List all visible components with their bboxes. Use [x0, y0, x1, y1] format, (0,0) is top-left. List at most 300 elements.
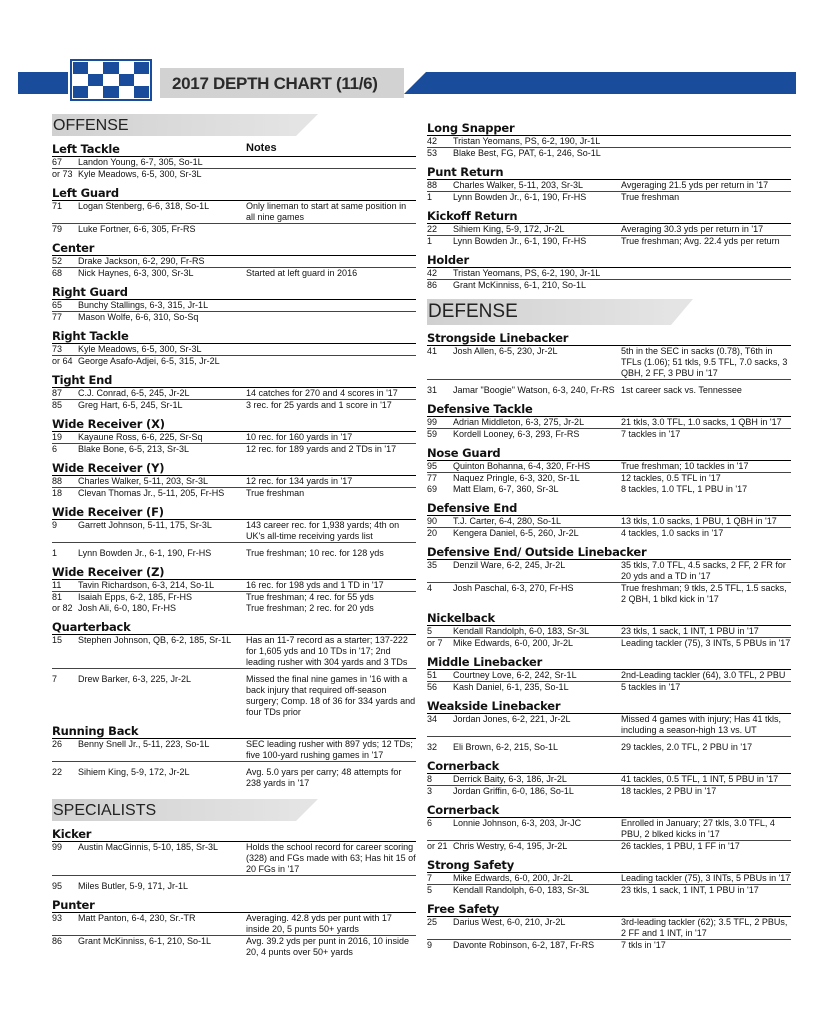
player-note: 5 tackles in '17 [621, 682, 681, 692]
player-info: T.J. Carter, 6-4, 280, So-1L [453, 516, 562, 526]
jersey-number: 3 [427, 786, 433, 796]
right-column [427, 115, 791, 951]
position-label: Nickelback [427, 611, 495, 625]
player-info: Charles Walker, 5-11, 203, Sr-3L [78, 476, 209, 486]
jersey-number: 85 [52, 400, 63, 410]
player-info: Grant McKinniss, 6-1, 210, So-1L [453, 280, 587, 290]
player-row [52, 520, 416, 543]
position-label: Running Back [52, 724, 139, 738]
player-row [52, 157, 416, 169]
player-info: Austin MacGinnis, 5-10, 185, Sr-3L [78, 842, 219, 852]
player-row [427, 429, 791, 440]
player-info: Josh Paschal, 6-3, 270, Fr-HS [453, 583, 574, 593]
player-note: 35 tkls, 7.0 TFL, 4.5 sacks, 2 FF, 2 FR for 20 yds and a TD in '17 [621, 560, 786, 581]
player-note: 23 tkls, 1 sack, 1 INT, 1 PBU in '17 [621, 885, 759, 895]
position-header-wide-receiver-f [52, 505, 416, 520]
jersey-number: 81 [52, 592, 63, 602]
player-info: Sihiem King, 5-9, 172, Jr-2L [453, 224, 565, 234]
player-row [427, 148, 791, 159]
player-row [52, 201, 416, 224]
jersey-number: 56 [427, 682, 438, 692]
player-note: 41 tackles, 0.5 TFL, 1 INT, 5 PBU in '17 [621, 774, 779, 784]
player-note: 12 tackles, 0.5 TFL in '17 [621, 473, 721, 483]
player-row [52, 300, 416, 312]
player-info: Darius West, 6-0, 210, Jr-2L [453, 917, 566, 927]
position-label: Right Guard [52, 285, 128, 299]
position-header-right-guard [52, 285, 416, 300]
specialists-left-groups [52, 827, 416, 958]
player-row [52, 432, 416, 444]
jersey-number: 9 [52, 520, 58, 530]
player-info: Kordell Looney, 6-3, 293, Fr-RS [453, 429, 580, 439]
player-note: Holds the school record for career scoring (328) and FGs made with 63; Has hit 15 of 20 FGs in '17 [246, 842, 416, 874]
player-info: Bunchy Stallings, 6-3, 315, Jr-1L [78, 300, 209, 310]
player-info: Mike Edwards, 6-0, 200, Jr-2L [453, 638, 574, 648]
header-blue-bar-left [18, 72, 68, 94]
position-label: Wide Receiver (Y) [52, 461, 165, 475]
player-info: Tristan Yeomans, PS, 6-2, 190, Jr-1L [453, 136, 601, 146]
jersey-number: 88 [427, 180, 438, 190]
section-heading-offense: OFFENSE [52, 114, 296, 136]
position-label: Cornerback [427, 803, 500, 817]
position-label: Middle Linebacker [427, 655, 543, 669]
jersey-number: 1 [427, 236, 433, 246]
player-info: Jordan Jones, 6-2, 221, Jr-2L [453, 714, 571, 724]
jersey-number: 5 [427, 626, 433, 636]
player-info: Benny Snell Jr., 5-11, 223, So-1L [78, 739, 210, 749]
player-info: Clevan Thomas Jr., 5-11, 205, Fr-HS [78, 488, 225, 498]
header-blue-bar-right [404, 72, 796, 94]
player-row [52, 169, 416, 180]
player-info: Stephen Johnson, QB, 6-2, 185, Sr-1L [78, 635, 232, 645]
player-row [52, 635, 416, 669]
jersey-number: 4 [427, 583, 433, 593]
position-header-weakside-linebacker [427, 699, 791, 714]
player-row [52, 444, 416, 455]
player-info: Sihiem King, 5-9, 172, Jr-2L [78, 767, 190, 777]
page-title: 2017 DEPTH CHART (11/6) [160, 68, 404, 98]
position-header-middle-linebacker [427, 655, 791, 670]
position-header-nickelback [427, 611, 791, 626]
player-info: Tristan Yeomans, PS, 6-2, 190, Jr-1L [453, 268, 601, 278]
player-note: Enrolled in January; 27 tkls, 3.0 TFL, 4 PBU, 2 blked kicks in '17 [621, 818, 775, 839]
player-note: Avgeraging 21.5 yds per return in '17 [621, 180, 769, 190]
player-note: 18 tackles, 2 PBU in '17 [621, 786, 717, 796]
player-row [52, 674, 416, 718]
jersey-number: 19 [52, 432, 63, 442]
player-info: Tavin Richardson, 6-3, 214, So-1L [78, 580, 215, 590]
player-row [52, 881, 416, 892]
jersey-number: or 7 [427, 638, 443, 648]
player-info: Logan Stenberg, 6-6, 318, So-1L [78, 201, 210, 211]
position-header-kicker [52, 827, 416, 842]
player-info: Mike Edwards, 6-0, 200, Jr-2L [453, 873, 574, 883]
player-info: Mason Wolfe, 6-6, 310, So-Sq [78, 312, 199, 322]
player-row [427, 236, 791, 247]
player-note [621, 268, 791, 279]
position-label: Left Guard [52, 186, 119, 200]
player-note: 29 tackles, 2.0 TFL, 2 PBU in '17 [621, 742, 753, 752]
player-note: 2nd-Leading tackler (64), 3.0 TFL, 2 PBU [621, 670, 786, 680]
player-note [246, 312, 416, 323]
player-note: 5th in the SEC in sacks (0.78), T6th in TFLs (1.06); 51 tkls, 9.5 TFL, 7.0 sacks, 3 QBH, 2 FF, 3 PBU in '17 [621, 346, 788, 378]
player-info: Adrian Middleton, 6-3, 275, Jr-2L [453, 417, 585, 427]
jersey-number: 22 [52, 767, 63, 777]
jersey-number: 6 [52, 444, 58, 454]
player-note [246, 224, 416, 235]
player-note: 8 tackles, 1.0 TFL, 1 PBU in '17 [621, 484, 748, 494]
jersey-number: 6 [427, 818, 433, 828]
player-row [427, 786, 791, 797]
jersey-number: 26 [52, 739, 63, 749]
player-note: True freshman; 10 rec. for 128 yds [246, 548, 384, 558]
player-row [427, 626, 791, 638]
position-label: Wide Receiver (F) [52, 505, 164, 519]
player-note [246, 169, 416, 180]
position-label: Cornerback [427, 759, 500, 773]
player-note [621, 136, 791, 147]
position-label: Holder [427, 253, 469, 267]
position-label: Free Safety [427, 902, 500, 916]
player-note: True freshman [246, 488, 305, 498]
player-note [246, 344, 416, 355]
player-note: 1st career sack vs. Tennessee [621, 385, 742, 395]
player-row [427, 885, 791, 896]
player-note: Missed 4 games with injury; Has 41 tkls, including a season-high 13 vs. UT [621, 714, 782, 735]
player-note: 26 tackles, 1 PBU, 1 FF in '17 [621, 841, 740, 851]
player-info: Davonte Robinson, 6-2, 187, Fr-RS [453, 940, 595, 950]
player-row [427, 714, 791, 737]
player-note [246, 157, 416, 168]
jersey-number: 20 [427, 528, 438, 538]
jersey-number: 35 [427, 560, 438, 570]
player-note: 23 tkls, 1 sack, 1 INT, 1 PBU in '17 [621, 626, 759, 636]
player-info: Greg Hart, 6-5, 245, Sr-1L [78, 400, 183, 410]
jersey-number: 95 [427, 461, 438, 471]
jersey-number: 53 [427, 148, 438, 158]
position-label: Quarterback [52, 620, 131, 634]
position-header-free-safety [427, 902, 791, 917]
player-note: True freshman; 9 tkls, 2.5 TFL, 1.5 sacks, 2 QBH, 1 blkd kick in '17 [621, 583, 787, 604]
player-row [427, 268, 791, 280]
player-note: Leading tackler (75), 3 INTs, 5 PBUs in '17 [621, 873, 791, 883]
player-row [427, 516, 791, 528]
jersey-number: 77 [52, 312, 63, 322]
jersey-number: 59 [427, 429, 438, 439]
player-note: Averaging 30.3 yds per return in '17 [621, 224, 764, 234]
player-row [427, 280, 791, 291]
jersey-number: or 73 [52, 169, 73, 179]
player-note: 4 tackles, 1.0 sacks in '17 [621, 528, 724, 538]
player-note: True freshman; 2 rec. for 20 yds [246, 603, 374, 613]
player-row [52, 739, 416, 762]
player-row [427, 841, 791, 852]
defense-groups [427, 331, 791, 951]
player-note: 143 career rec. for 1,938 yards; 4th on UK's all-time receiving yards list [246, 520, 400, 541]
position-label: Punt Return [427, 165, 504, 179]
player-row [427, 192, 791, 203]
jersey-number: 99 [427, 417, 438, 427]
player-info: Matt Elam, 6-7, 360, Sr-3L [453, 484, 559, 494]
player-info: Josh Allen, 6-5, 230, Jr-2L [453, 346, 558, 356]
position-label: Kickoff Return [427, 209, 518, 223]
jersey-number: 42 [427, 136, 438, 146]
player-info: Grant McKinniss, 6-1, 210, So-1L [78, 936, 212, 946]
player-row [427, 385, 791, 396]
player-row [52, 548, 416, 559]
player-row [52, 388, 416, 400]
position-header-right-tackle [52, 329, 416, 344]
player-info: Luke Fortner, 6-6, 305, Fr-RS [78, 224, 196, 234]
player-row [427, 417, 791, 429]
player-note: Missed the final nine games in '16 with a back injury that required off-season surgery; Comp. 18 of 36 for 334 yards and four TDs prior [246, 674, 416, 717]
player-note: SEC leading rusher with 897 yds; 12 TDs; five 100-yard rushing games in '17 [246, 739, 413, 760]
player-note: 12 rec. for 134 yards in '17 [246, 476, 353, 486]
player-note: True freshman; Avg. 22.4 yds per return [621, 236, 780, 246]
player-info: George Asafo-Adjei, 6-5, 315, Jr-2L [78, 356, 220, 366]
position-label: Tight End [52, 373, 113, 387]
jersey-number: 41 [427, 346, 438, 356]
section-heading-specialists: SPECIALISTS [52, 799, 296, 821]
player-note: Averaging. 42.8 yds per punt with 17 inside 20, 5 punts 50+ yards [246, 913, 392, 934]
player-info: Lynn Bowden Jr., 6-1, 190, Fr-HS [453, 192, 587, 202]
position-label: Strongside Linebacker [427, 331, 569, 345]
player-info: Kyle Meadows, 6-5, 300, Sr-3L [78, 169, 202, 179]
jersey-number: 88 [52, 476, 63, 486]
jersey-number: 51 [427, 670, 438, 680]
position-header-running-back [52, 724, 416, 739]
player-info: Drew Barker, 6-3, 225, Jr-2L [78, 674, 192, 684]
player-info: Jordan Griffin, 6-0, 186, So-1L [453, 786, 574, 796]
player-info: Courtney Love, 6-2, 242, Sr-1L [453, 670, 577, 680]
position-label: Strong Safety [427, 858, 515, 872]
jersey-number: 7 [427, 873, 433, 883]
position-header-cornerback [427, 803, 791, 818]
jersey-number: 34 [427, 714, 438, 724]
jersey-number: 99 [52, 842, 63, 852]
player-info: Drake Jackson, 6-2, 290, Fr-RS [78, 256, 205, 266]
jersey-number: 71 [52, 201, 63, 211]
player-info: Matt Panton, 6-4, 230, Sr.-TR [78, 913, 196, 923]
jersey-number: 22 [427, 224, 438, 234]
jersey-number: 31 [427, 385, 438, 395]
player-note: 16 rec. for 198 yds and 1 TD in '17 [246, 580, 384, 590]
player-info: Derrick Baity, 6-3, 186, Jr-2L [453, 774, 567, 784]
checkerboard-logo [70, 59, 152, 101]
player-row [52, 842, 416, 876]
player-row [427, 638, 791, 649]
player-row [52, 488, 416, 499]
player-row [427, 873, 791, 885]
player-row [427, 670, 791, 682]
player-row [427, 473, 791, 484]
position-header-punt-return [427, 165, 791, 180]
player-note: 21 tkls, 3.0 TFL, 1.0 sacks, 1 QBH in '17 [621, 417, 782, 427]
specialists-right-groups [427, 121, 791, 291]
player-info: Blake Bone, 6-5, 213, Sr-3L [78, 444, 190, 454]
player-note: 3rd-leading tackler (62); 3.5 TFL, 2 PBUs, 2 FF and 1 INT, in '17 [621, 917, 788, 938]
position-header-strong-safety [427, 858, 791, 873]
position-header-defensive-end-outside-linebacker [427, 545, 791, 560]
jersey-number: 7 [52, 674, 58, 684]
player-info: Lynn Bowden Jr., 6-1, 190, Fr-HS [78, 548, 212, 558]
player-note: True freshman; 4 rec. for 55 yds [246, 592, 374, 602]
position-label: Left Tackle [52, 142, 120, 156]
player-row [427, 461, 791, 473]
jersey-number: 79 [52, 224, 63, 234]
player-row [52, 592, 416, 603]
player-row [52, 256, 416, 268]
player-note: Has an 11-7 record as a starter; 137-222 for 1,605 yds and 10 TDs in '17; 2nd leading rusher with 304 yards and 3 TDs [246, 635, 408, 667]
player-note: True freshman [621, 192, 680, 202]
jersey-number: or 21 [427, 841, 448, 851]
position-header-cornerback [427, 759, 791, 774]
player-info: Kengera Daniel, 6-5, 260, Jr-2L [453, 528, 579, 538]
player-row [52, 580, 416, 592]
position-header-tight-end [52, 373, 416, 388]
player-note [246, 256, 416, 267]
position-header-defensive-end [427, 501, 791, 516]
player-note [246, 300, 416, 311]
position-label: Wide Receiver (Z) [52, 565, 165, 579]
player-row [427, 742, 791, 753]
position-header-wide-receiver-x [52, 417, 416, 432]
jersey-number: 15 [52, 635, 63, 645]
player-note [246, 881, 416, 892]
jersey-number: 8 [427, 774, 433, 784]
player-row [52, 224, 416, 235]
position-header-wide-receiver-y [52, 461, 416, 476]
player-row [52, 312, 416, 323]
player-row [52, 356, 416, 367]
position-header-left-tackle [52, 142, 416, 157]
offense-groups [52, 142, 416, 789]
player-info: Nick Haynes, 6-3, 300, Sr-3L [78, 268, 194, 278]
section-heading-defense: DEFENSE [427, 299, 671, 325]
jersey-number: or 82 [52, 603, 73, 613]
player-row [427, 224, 791, 236]
player-note: Only lineman to start at same position in all nine games [246, 201, 407, 222]
position-label: Kicker [52, 827, 92, 841]
player-info: Charles Walker, 5-11, 203, Sr-3L [453, 180, 584, 190]
jersey-number: 9 [427, 940, 433, 950]
position-header-defensive-tackle [427, 402, 791, 417]
left-column [52, 114, 416, 958]
jersey-number: 93 [52, 913, 63, 923]
player-note: Started at left guard in 2016 [246, 268, 358, 278]
jersey-number: 52 [52, 256, 63, 266]
player-row [52, 400, 416, 411]
player-info: Kyle Meadows, 6-5, 300, Sr-3L [78, 344, 202, 354]
player-info: Josh Ali, 6-0, 180, Fr-HS [78, 603, 177, 613]
player-row [427, 528, 791, 539]
position-label: Nose Guard [427, 446, 501, 460]
player-row [52, 936, 416, 958]
player-row [427, 940, 791, 951]
player-note: 7 tackles in '17 [621, 429, 681, 439]
player-note [621, 148, 791, 159]
jersey-number: 11 [52, 580, 62, 590]
player-row [427, 774, 791, 786]
jersey-number: 77 [427, 473, 438, 483]
jersey-number: 25 [427, 917, 438, 927]
player-row [427, 560, 791, 583]
player-info: Denzil Ware, 6-2, 245, Jr-2L [453, 560, 566, 570]
position-label: Right Tackle [52, 329, 129, 343]
position-header-left-guard [52, 186, 416, 201]
position-header-long-snapper [427, 121, 791, 136]
player-note: 12 rec. for 189 yards and 2 TDs in '17 [246, 444, 397, 454]
position-header-quarterback [52, 620, 416, 635]
jersey-number: 42 [427, 268, 438, 278]
player-info: Kash Daniel, 6-1, 235, So-1L [453, 682, 569, 692]
player-row [427, 682, 791, 693]
position-label: Punter [52, 898, 95, 912]
position-label: Defensive Tackle [427, 402, 533, 416]
player-row [52, 767, 416, 789]
player-row [52, 603, 416, 614]
position-label: Weakside Linebacker [427, 699, 561, 713]
player-note: 14 catches for 270 and 4 scores in '17 [246, 388, 398, 398]
player-row [427, 484, 791, 495]
player-note: 3 rec. for 25 yards and 1 score in '17 [246, 400, 392, 410]
jersey-number: 95 [52, 881, 63, 891]
jersey-number: 1 [52, 548, 58, 558]
player-row [52, 268, 416, 279]
player-row [427, 583, 791, 605]
player-note: Avg. 39.2 yds per punt in 2016, 10 inside 20, 4 punts over 50+ yards [246, 936, 409, 957]
player-note: 13 tkls, 1.0 sacks, 1 PBU, 1 QBH in '17 [621, 516, 777, 526]
player-info: Quinton Bohanna, 6-4, 320, Fr-HS [453, 461, 591, 471]
jersey-number: 90 [427, 516, 438, 526]
position-header-strongside-linebacker [427, 331, 791, 346]
position-header-punter [52, 898, 416, 913]
jersey-number: 18 [52, 488, 63, 498]
player-row [52, 476, 416, 488]
player-row [427, 917, 791, 940]
position-header-holder [427, 253, 791, 268]
player-info: Naquez Pringle, 6-3, 320, Sr-1L [453, 473, 580, 483]
player-note [246, 356, 416, 367]
player-note: 10 rec. for 160 yards in '17 [246, 432, 353, 442]
notes-column-label: Notes [246, 142, 277, 154]
player-row [427, 818, 791, 841]
player-note: True freshman; 10 tackles in '17 [621, 461, 749, 471]
jersey-number: 67 [52, 157, 63, 167]
player-note [621, 280, 791, 291]
player-row [52, 913, 416, 936]
position-label: Defensive End [427, 501, 518, 515]
jersey-number: 87 [52, 388, 63, 398]
position-header-nose-guard [427, 446, 791, 461]
player-note: Avg. 5.0 yars per carry; 48 attempts for 238 yards in '17 [246, 767, 402, 788]
player-info: Lonnie Johnson, 6-3, 203, Jr-JC [453, 818, 582, 828]
position-label: Defensive End/ Outside Linebacker [427, 545, 647, 559]
jersey-number: 65 [52, 300, 63, 310]
jersey-number: 86 [427, 280, 438, 290]
jersey-number: 86 [52, 936, 63, 946]
position-label: Long Snapper [427, 121, 515, 135]
position-header-center [52, 241, 416, 256]
player-info: Jamar "Boogie" Watson, 6-3, 240, Fr-RS [453, 385, 615, 395]
player-info: Eli Brown, 6-2, 215, So-1L [453, 742, 559, 752]
jersey-number: 69 [427, 484, 438, 494]
player-row [427, 180, 791, 192]
jersey-number: 32 [427, 742, 438, 752]
player-info: Kendall Randolph, 6-0, 183, Sr-3L [453, 885, 590, 895]
player-row [427, 346, 791, 380]
player-info: Kayaune Ross, 6-6, 225, Sr-Sq [78, 432, 203, 442]
